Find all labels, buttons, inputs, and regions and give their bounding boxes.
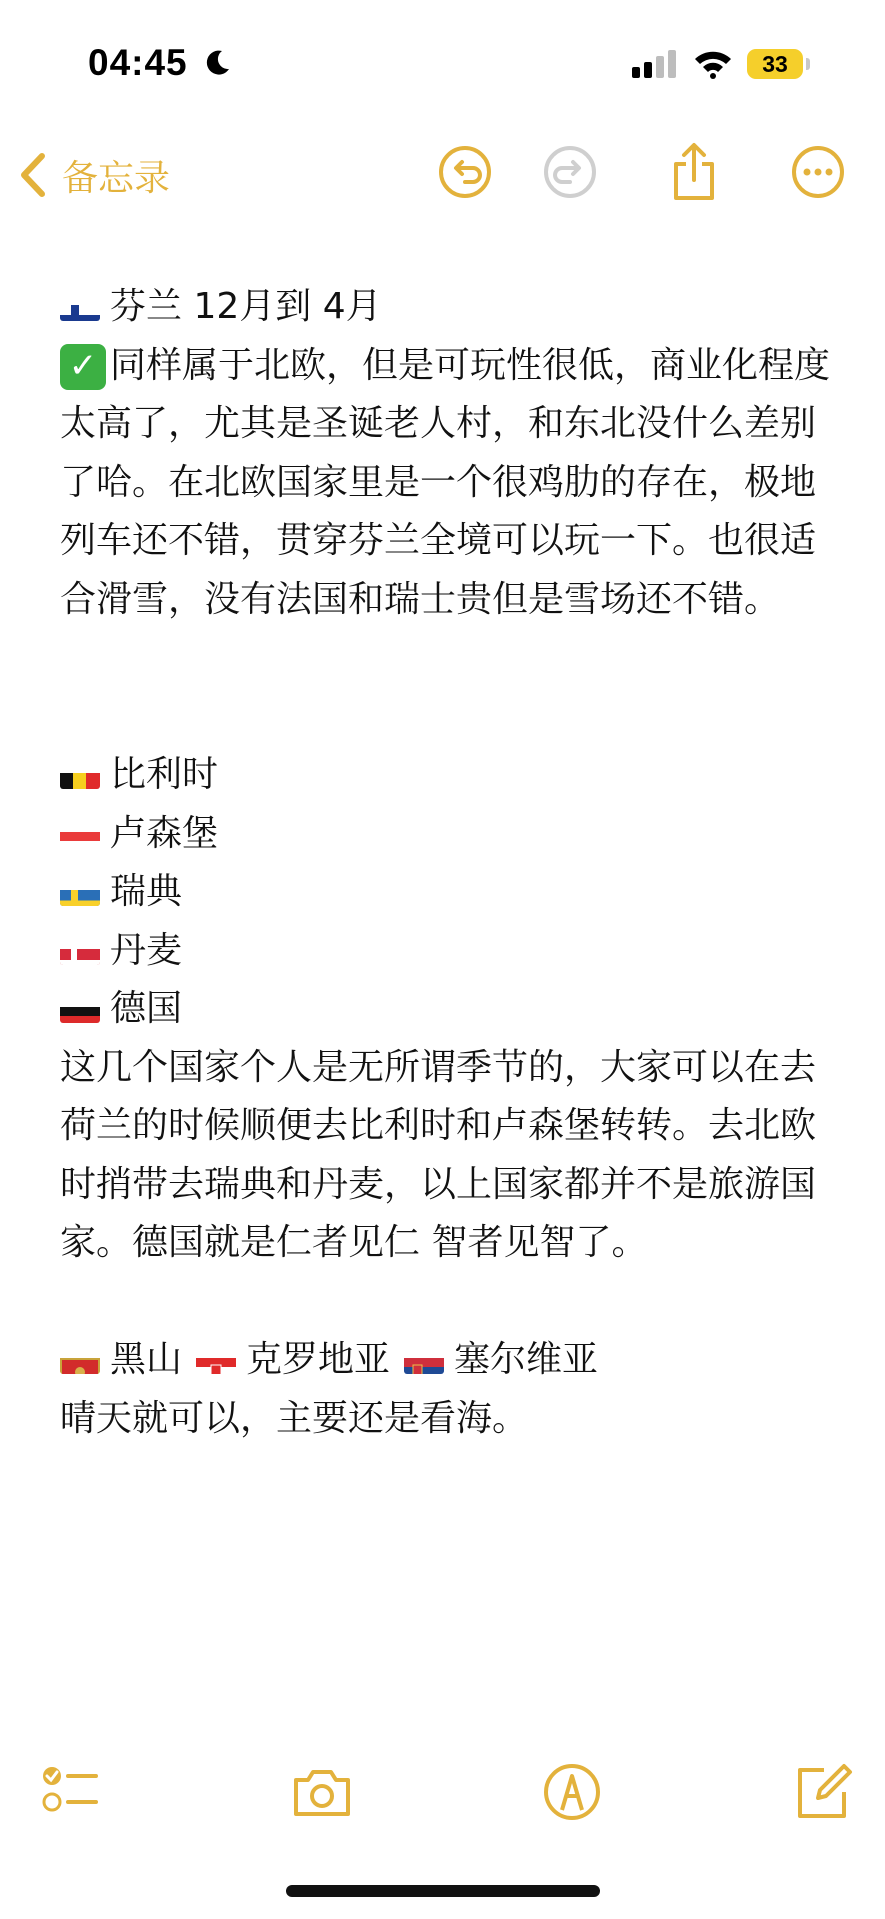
more-options-icon[interactable]: [788, 142, 848, 202]
battery-cap: [806, 58, 810, 70]
blank-line: [60, 1273, 830, 1332]
serbia-flag-icon: [404, 1346, 444, 1374]
denmark-flag-icon: [60, 937, 100, 965]
country-name: 比利时: [110, 754, 219, 795]
finland-flag-icon: [60, 293, 100, 321]
country-line: [60, 863, 830, 922]
country-line: [60, 746, 830, 805]
country-name: 塞尔维亚: [454, 1339, 599, 1380]
navigation-bar: [0, 130, 885, 220]
country-name: 德国: [110, 988, 183, 1029]
back-label: 备忘录: [62, 157, 171, 199]
country-name: 丹麦: [110, 929, 183, 971]
balkan-paragraph: 晴天就可以，主要还是看海。: [60, 1397, 529, 1439]
country-line: [60, 980, 830, 1039]
back-button[interactable]: [18, 148, 170, 202]
status-time: 04:45: [88, 42, 188, 83]
country-line: [60, 805, 830, 864]
country-line: [60, 922, 830, 981]
blank-line: [60, 629, 830, 688]
belgium-flag-icon: [60, 761, 100, 789]
balkan-line: [60, 1331, 830, 1390]
country-name: 克罗地亚: [246, 1339, 391, 1380]
blank-line: [60, 688, 830, 747]
status-bar: [0, 0, 885, 130]
home-indicator[interactable]: [286, 1885, 600, 1897]
countries-paragraph: 这几个国家个人是无所谓季节的，大家可以在去荷兰的时候顺便去比利时和卢森堡转转。去北欧时捎带去瑞典和丹麦，以上国家都并不是旅游国家。德国就是仁者见仁 智者见智了。: [60, 1046, 817, 1263]
moon-icon: [202, 48, 232, 78]
luxembourg-flag-icon: [60, 820, 100, 848]
battery-indicator: 33: [747, 49, 803, 79]
share-icon[interactable]: [664, 142, 724, 202]
note-body[interactable]: [60, 278, 830, 1448]
camera-icon[interactable]: [290, 1760, 354, 1824]
wifi-icon: [693, 49, 733, 79]
country-name: 卢森堡: [110, 812, 219, 854]
checklist-icon[interactable]: [38, 1760, 102, 1824]
sweden-flag-icon: [60, 878, 100, 906]
country-name: 瑞典: [110, 871, 183, 912]
croatia-flag-icon: [196, 1346, 236, 1374]
finland-paragraph: [60, 337, 830, 630]
montenegro-flag-icon: [60, 1346, 100, 1374]
compose-icon[interactable]: [790, 1760, 854, 1824]
germany-flag-icon: [60, 995, 100, 1023]
finland-heading: [60, 278, 830, 337]
country-name: 黑山: [110, 1339, 183, 1380]
undo-icon[interactable]: [435, 142, 495, 202]
finland-heading-text: 芬兰 12月到 4月: [110, 286, 382, 327]
cellular-signal-icon: [632, 50, 678, 78]
check-mark-icon: ✓: [60, 344, 106, 390]
bottom-toolbar: [0, 1760, 885, 1830]
redo-icon[interactable]: [540, 142, 600, 202]
finland-paragraph-text: 同样属于北欧，但是可玩性很低，商业化程度太高了，尤其是圣诞老人村，和东北没什么差别了哈。在北欧国家里是一个很鸡肋的存在，极地列车还不错，贯穿芬兰全境可以玩一下。也很适合滑雪，没有法国和瑞士贵但是雪场还不错。: [60, 344, 831, 620]
markup-pen-icon[interactable]: [540, 1760, 604, 1824]
chevron-left-icon: [18, 152, 46, 198]
